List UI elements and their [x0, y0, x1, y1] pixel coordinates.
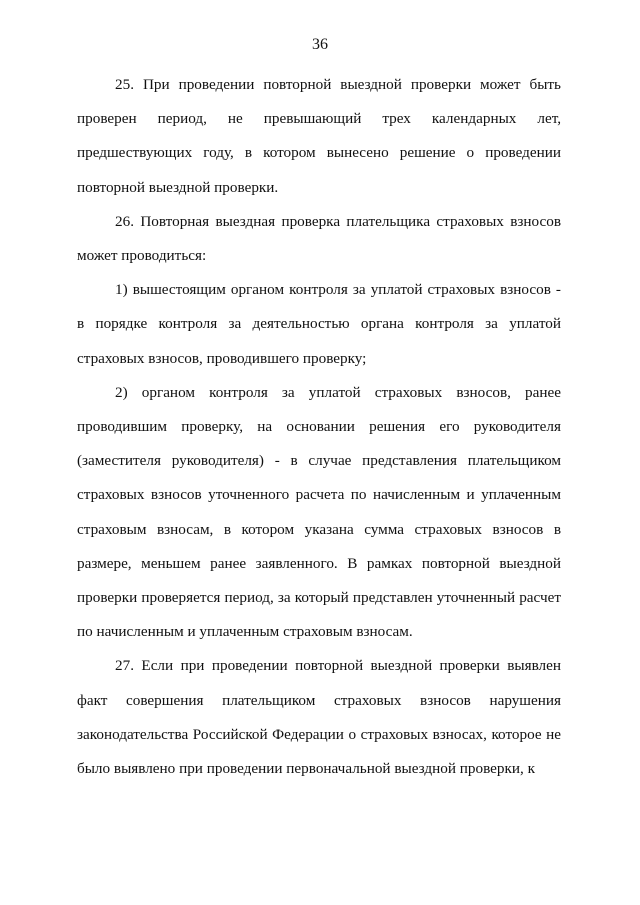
- paragraph-25: 25. При проведении повторной выездной проверки может быть проверен период, не превышающий трех календарных лет, предшествующих году, в котором вынесено решение о проведении повторной выездной проверки.: [77, 76, 561, 196]
- paragraph-26: 26. Повторная выездная проверка плательщика страховых взносов может проводиться:: [77, 212, 561, 265]
- paragraph-26-item-1: 1) вышестоящим органом контроля за уплатой страховых взносов - в порядке контроля за деятельностью органа контроля за уплатой страховых взносов, проводившего проверку;: [77, 281, 561, 367]
- document-body: [77, 68, 561, 786]
- paragraph-27: 27. Если при проведении повторной выездной проверки выявлен факт совершения плательщиком страховых взносов нарушения законодательства Российской Федерации о страховых взносах, которое не было выявлено при проведении первоначальной выездной проверки, к: [77, 657, 561, 778]
- page-number: 36: [312, 36, 328, 53]
- paragraph-26-item-2: 2) органом контроля за уплатой страховых взносов, ранее проводившим проверку, на основании решения его руководителя (заместителя руководителя) - в случае представления плательщиком страховых взносов уточненного расчета по начисленным и уплаченным страховым взносам, в котором указана сумма страховых взносов в размере, меньшем ранее заявленного. В рамках повторной выездной проверки проверяется период, за который представлен уточненный расчет по начисленным и уплаченным страховым взносам.: [77, 383, 561, 641]
